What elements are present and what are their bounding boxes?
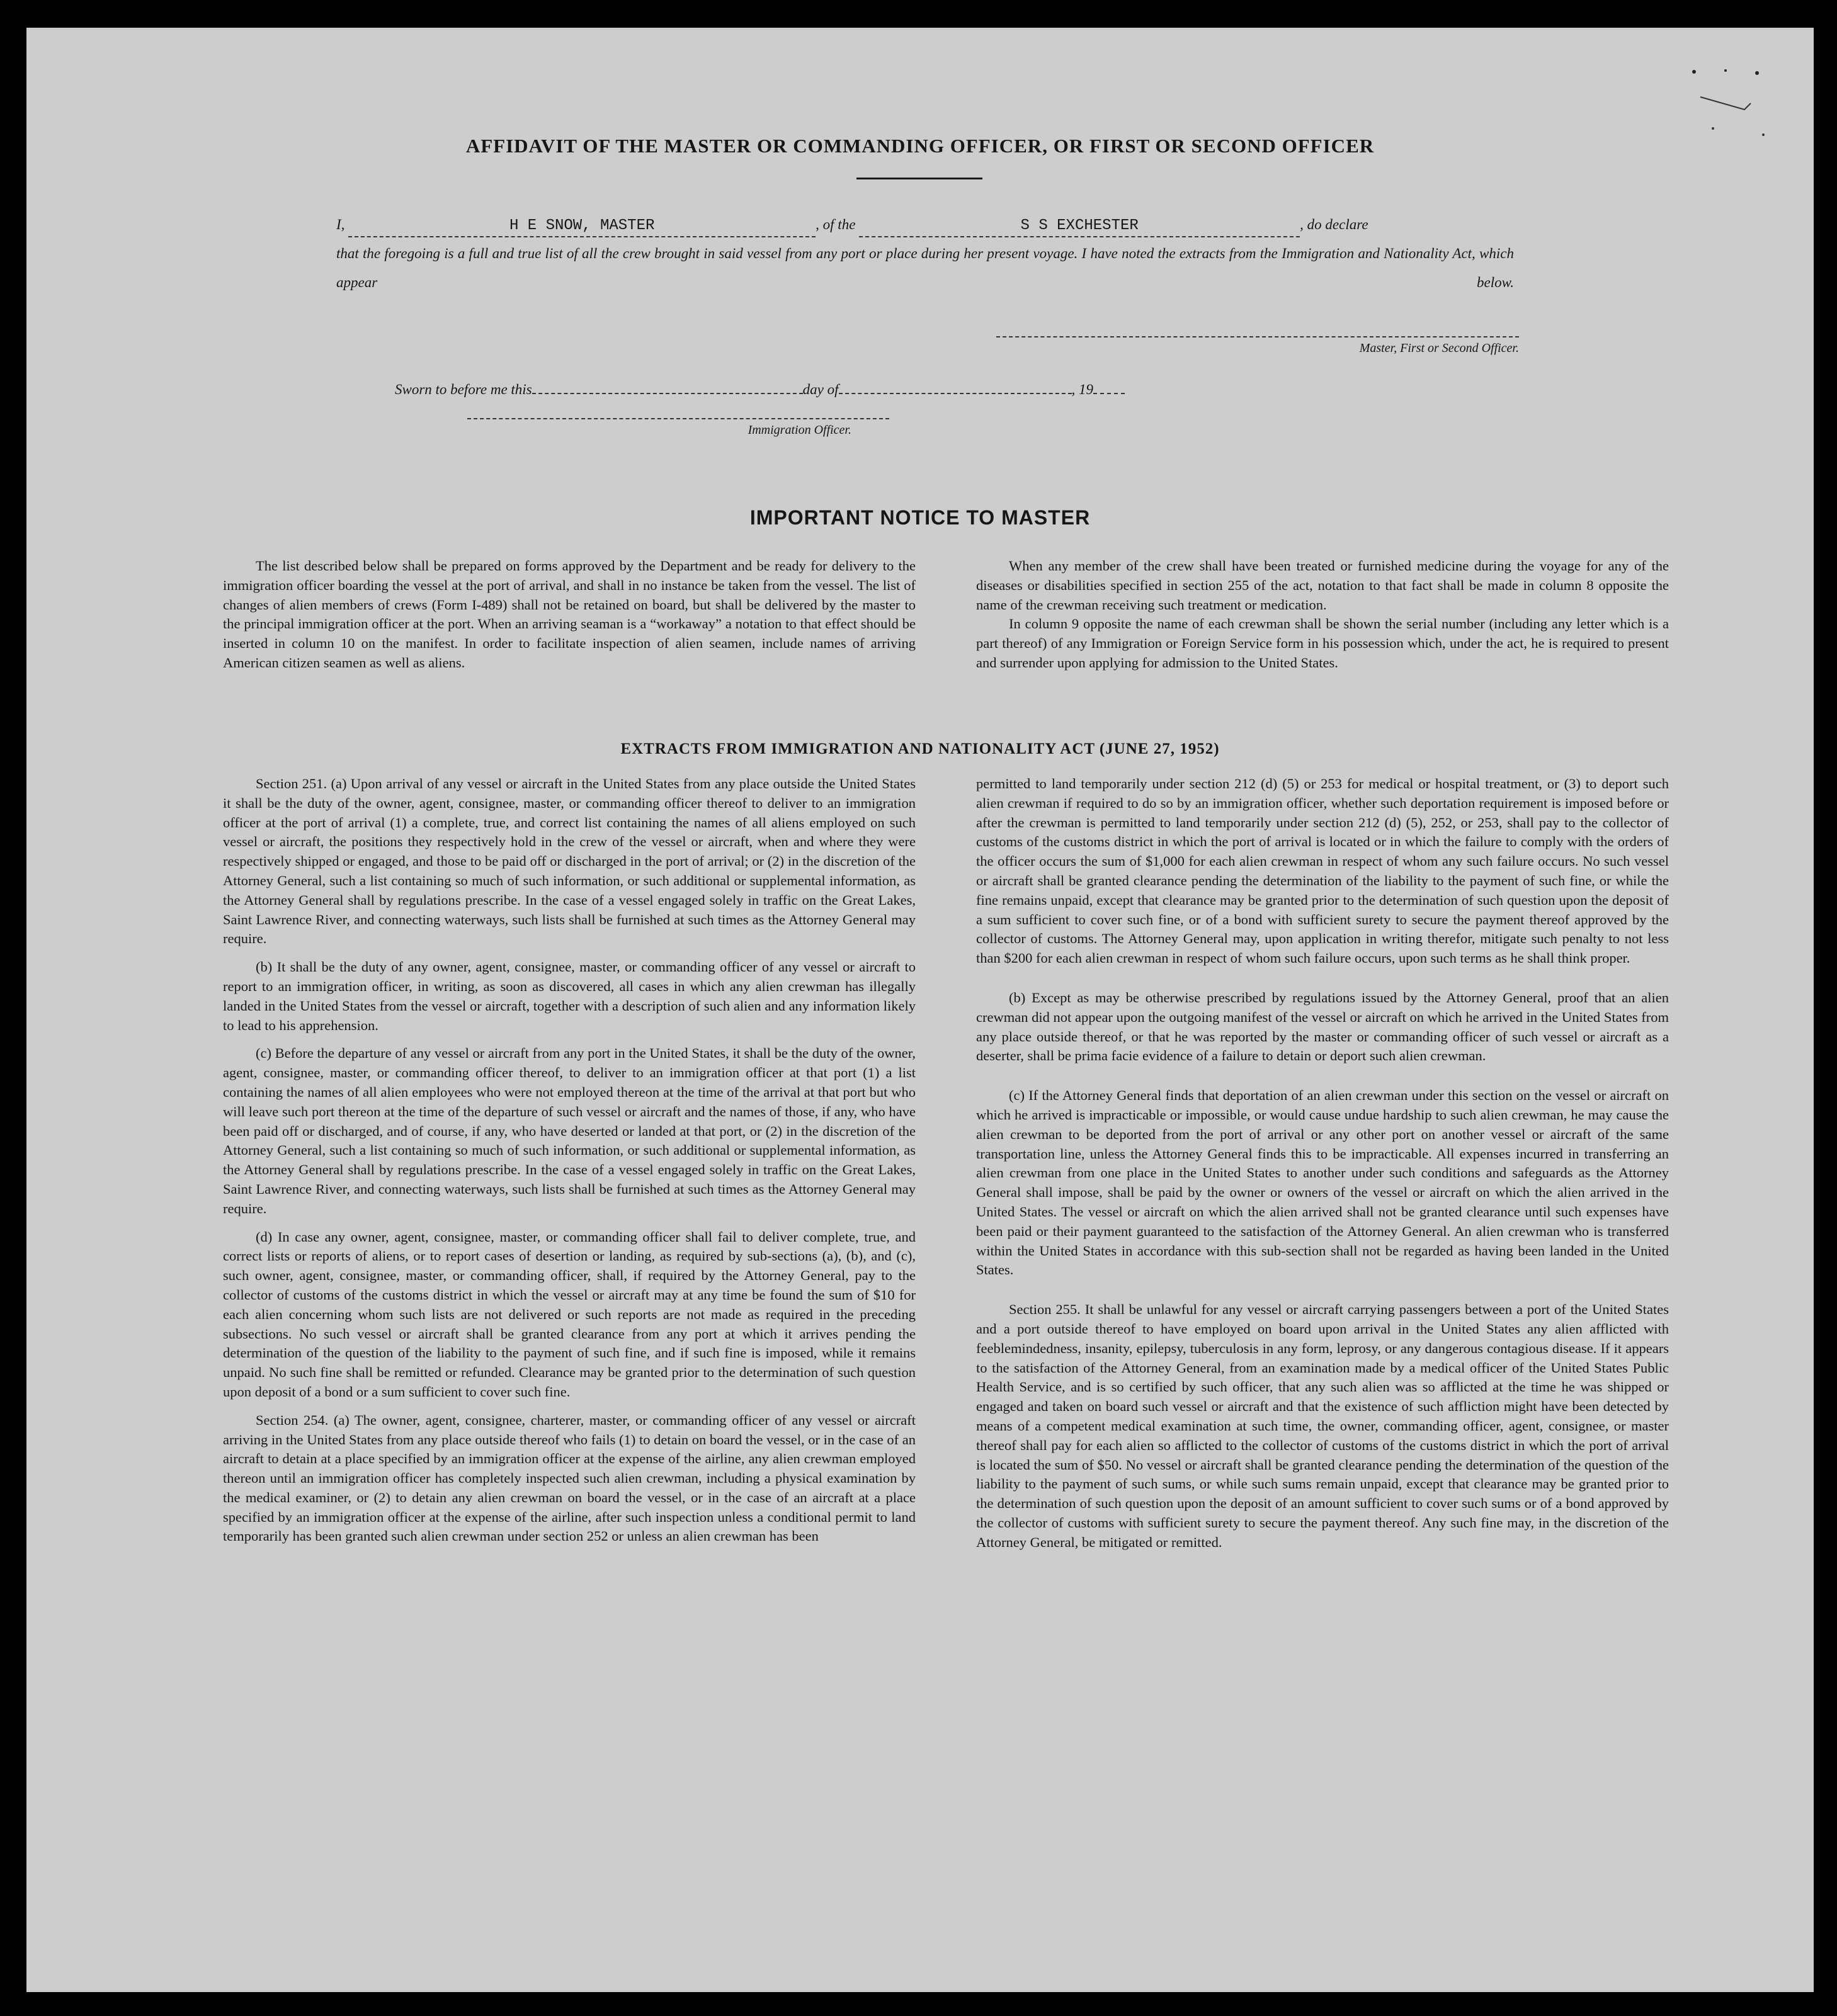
immigration-officer-label: Immigration Officer.: [748, 423, 851, 437]
vessel-name-field[interactable]: S S EXCHESTER: [859, 216, 1300, 237]
i-label: I,: [336, 217, 345, 232]
extracts-left-column: [223, 774, 916, 1555]
affidavit-title: AFFIDAVIT OF THE MASTER OR COMMANDING OFFICER, OR FIRST OR SECOND OFFICER: [465, 135, 1375, 157]
section-254-c: (c) If the Attorney General finds that deportation of an alien crewman under this section on the vessel or aircraft on which he arrived is impracticable or impossible, or would cause undue hardship to such alien crewman, he may cause the alien crewman to be deported from the port of arrival or any other port on another vessel or aircraft of the same transportation line, unless the Attorney General finds this to be impracticable. All expenses incurred in transferring an alien crewman from one place in the United States to another under such conditions and safeguards as the Attorney General shall impose, shall be paid by the owner or owners of the vessel or aircraft on which the alien arrived in the United States. The vessel or aircraft on which the alien arrived shall not be granted clearance until such expenses have been paid or their payment guaranteed to the satisfaction of the Attorney General. An alien crewman who is transferred within the United States in accordance with this sub-section shall not be regarded as having been landed in the United States.: [976, 1087, 1669, 1278]
master-name-field[interactable]: H E SNOW, MASTER: [348, 216, 816, 237]
of-the-label: , of the: [816, 217, 856, 232]
section-255: Section 255. It shall be unlawful for any vessel or aircraft carrying passengers between a port of the United States and a port outside thereof to have employed on board upon arrival in the United States any alien afflicted with feeblemindedness, insanity, epilepsy, tuberculosis in any form, leprosy, or any dangerous contagious disease. If it appears to the satisfaction of the Attorney General, from an examination made by a medical officer of the United States Public Health Service, and is so certified by such officer, that any such alien was so afflicted at the time he was shipped or engaged and taken on board such vessel or aircraft and that the existence of such affliction might have been detected by means of a competent medical examination at such time, the owner, commanding officer, agent, consignee, or master thereof shall pay for each alien so afflicted to the collector of customs of the customs district in which the port of arrival is located the sum of $50. No vessel or aircraft shall be granted clearance pending the determination of the question of the liability to the payment of such sums, or while such sums remain unpaid, except that clearance may be granted prior to the determination of such question upon the deposit of an amount sufficient to cover such sums or of a bond approved by the collector of customs with sufficient surety to secure the payment thereof. Any such fine may, in the discretion of the Attorney General, be mitigated or remitted.: [976, 1301, 1669, 1550]
section-254-b: (b) Except as may be otherwise prescribed by regulations issued by the Attorney General, proof that an alien crewman did not appear upon the outgoing manifest of the vessel or aircraft on which he arrived in the United States from any place outside thereof, or that he was reported by the master or commanding officer of such vessel or aircraft as a deserter, shall be prima facie evidence of a failure to detain or deport such alien crewman.: [976, 989, 1669, 1064]
notice-left-column: [223, 557, 916, 673]
master-signature-label: Master, First or Second Officer.: [1359, 341, 1519, 355]
immigration-officer-signature-line[interactable]: [467, 418, 889, 437]
do-declare-label: , do declare: [1300, 217, 1368, 232]
declaration-text: that the foregoing is a full and true list of all the crew brought in said vessel from any port or place during her present voyage. I have noted the extracts from the Immigration and Nationality Act, which appear below.: [336, 246, 1514, 290]
notice-paragraph: The list described below shall be prepared on forms approved by the Department and be ready for delivery to the immigration officer boarding the vessel at the port of arrival, and shall in no instance be taken from the vessel. The list of changes of alien members of crews (Form I-489) shall not be retained on board, but shall be delivered by the master to the principal immigration officer at the port. When an arriving seaman is a “workaway” a notation to that effect should be inserted in column 10 on the manifest. In order to facilitate inspection of alien seamen, include names of arriving American citizen seamen as well as aliens.: [223, 558, 916, 671]
extracts-right-column: [976, 774, 1669, 1561]
sworn-day-field[interactable]: [532, 380, 803, 394]
declaration-first-line: [336, 210, 1514, 239]
master-signature-line[interactable]: [996, 336, 1519, 355]
sworn-month-field[interactable]: [839, 380, 1072, 394]
section-251-b: (b) It shall be the duty of any owner, agent, consignee, master, or commanding officer of any vessel or aircraft to report to an immigration officer, in writing, as soon as discovered, all cases in which any alien crewman has illegally landed in the United States from the vessel or aircraft, together with a description of such alien and any information likely to lead to his apprehension.: [223, 959, 916, 1033]
section-251-d: (d) In case any owner, agent, consignee, master, or commanding officer shall fail to deliver complete, true, and correct lists or reports of aliens, or to report cases of desertion or landing, as required by sub-sections (a), (b), and (c), such owner, agent, consignee, master, or commanding officer, shall, if required by the Attorney General, pay to the collector of customs of the customs district in which the vessel or aircraft may at any time be found the sum of $10 for each alien concerning whom such lists are not delivered or such reports are not made as required in the preceding subsections. No such vessel or aircraft shall be granted clearance from any port at which it arrives pending the determination of the question of the liability to the payment of such fine, and if such fine is imposed, while it remains unpaid. No such fine shall be remitted or refunded. Clearance may be granted prior to the determination of such question upon deposit of a bond or a sum sufficient to cover such fine.: [223, 1228, 916, 1400]
declaration-block: [336, 210, 1514, 297]
section-254-a: Section 254. (a) The owner, agent, consignee, charterer, master, or commanding officer of any vessel or aircraft arriving in the United States from any place outside thereof who fails (1) to detain on board the vessel, or in the case of an aircraft to detain at a place specified by an immigration officer at the expense of the airline, any alien crewman employed thereon until an immigration officer has completely inspected such alien crewman, including a physical examination by the medical examiner, or (2) to detain any alien crewman on board the vessel, or in the case of an aircraft at a place specified by an immigration officer at the expense of the airline, after such inspection unless a conditional permit to land temporarily has been granted such alien crewman under section 252 or unless an alien crewman has been: [223, 1412, 916, 1544]
sworn-label: Sworn to before me this: [395, 382, 532, 397]
section-251-c: (c) Before the departure of any vessel or aircraft from any port in the United States, it shall be the duty of the owner, agent, consignee, master, or commanding officer thereof, to deliver to an immigration officer at that port (1) a list containing the names of all alien employees who were not employed thereon at the time of the arrival at that port but who will leave such port thereon at the time of the departure of such vessel or aircraft and the names of those, if any, who have been paid off or discharged, and of course, if any, who have deserted or landed at that port, or (2) in the discretion of the Attorney General, such a list containing so much of such information, or such additional or supplemental information, as the Attorney General shall by regulations prescribe. In the case of a vessel engaged solely in traffic on the Great Lakes, Saint Lawrence River, and connecting waterways, such lists shall be furnished at such times as the Attorney General may require.: [223, 1045, 916, 1216]
notice-right-column: [976, 557, 1669, 673]
sworn-line: Sworn to before me this day of , 19: [395, 380, 1125, 398]
section-251-a: Section 251. (a) Upon arrival of any vessel or aircraft in the United States from any place outside the United States it shall be the duty of the owner, agent, consignee, master, or commanding officer thereof to deliver to an immigration officer at the port of arrival (1) a complete, true, and correct list containing the names of all aliens employed on such vessel or aircraft, the positions they respectively hold in the crew of the vessel or aircraft, when and where they were respectively shipped or engaged, and those to be paid off or discharged in the port of arrival; or (2) in the discretion of the Attorney General, such a list containing so much of such information, or such additional or supplemental information, as the Attorney General shall by regulations prescribe. In the case of a vessel engaged solely in traffic on the Great Lakes, Saint Lawrence River, and connecting waterways, such lists shall be furnished at such times as the Attorney General may require.: [223, 776, 916, 947]
day-of-label: day of: [802, 382, 839, 397]
sworn-year-field[interactable]: [1093, 380, 1125, 394]
section-254-a-continued: permitted to land temporarily under section 212 (d) (5) or 253 for medical or hospital treatment, or (3) to deport such alien crewman if required to do so by an immigration officer, whether such deportation requirement is imposed before or after the crewman is permitted to land temporarily under section 212 (d) (5), 252, or 253, shall pay to the collector of customs of the customs district in which the port of arrival is located or in which the failure to comply with the orders of the officer occurs the sum of $1,000 for each alien crewman in respect of whom any such failure occurs. No such vessel or aircraft shall be granted clearance pending the determination of the liability to the payment of such fine, or while the fine remains unpaid, except that clearance may be granted prior to the determination of such question upon the deposit of a sum sufficient to cover such fine, or of a bond with sufficient surety to secure the payment thereof approved by the collector of customs. The Attorney General may, upon application in writing therefor, mitigate such penalty to not less than $200 for each alien crewman in respect of whom such failure occurs, upon such terms as he shall think proper.: [976, 776, 1669, 966]
year-label: 19: [1079, 382, 1093, 397]
notice-paragraph: When any member of the crew shall have been treated or furnished medicine during the voyage for any of the diseases or disabilities specified in section 255 of the act, notation to that fact shall be made in column 8 opposite the name of the crewman receiving such treatment or medication.: [976, 558, 1669, 613]
notice-paragraph: In column 9 opposite the name of each crewman shall be shown the serial number (including any letter which is a part thereof) of any Immigration or Foreign Service form in his possession which, under the act, he is required to present and surrender upon applying for admission to the United States.: [976, 616, 1669, 671]
extracts-title: EXTRACTS FROM IMMIGRATION AND NATIONALITY ACT (JUNE 27, 1952): [620, 740, 1220, 757]
title-divider: [856, 178, 982, 179]
notice-title: IMPORTANT NOTICE TO MASTER: [749, 506, 1091, 529]
form-page: [26, 28, 1814, 1992]
